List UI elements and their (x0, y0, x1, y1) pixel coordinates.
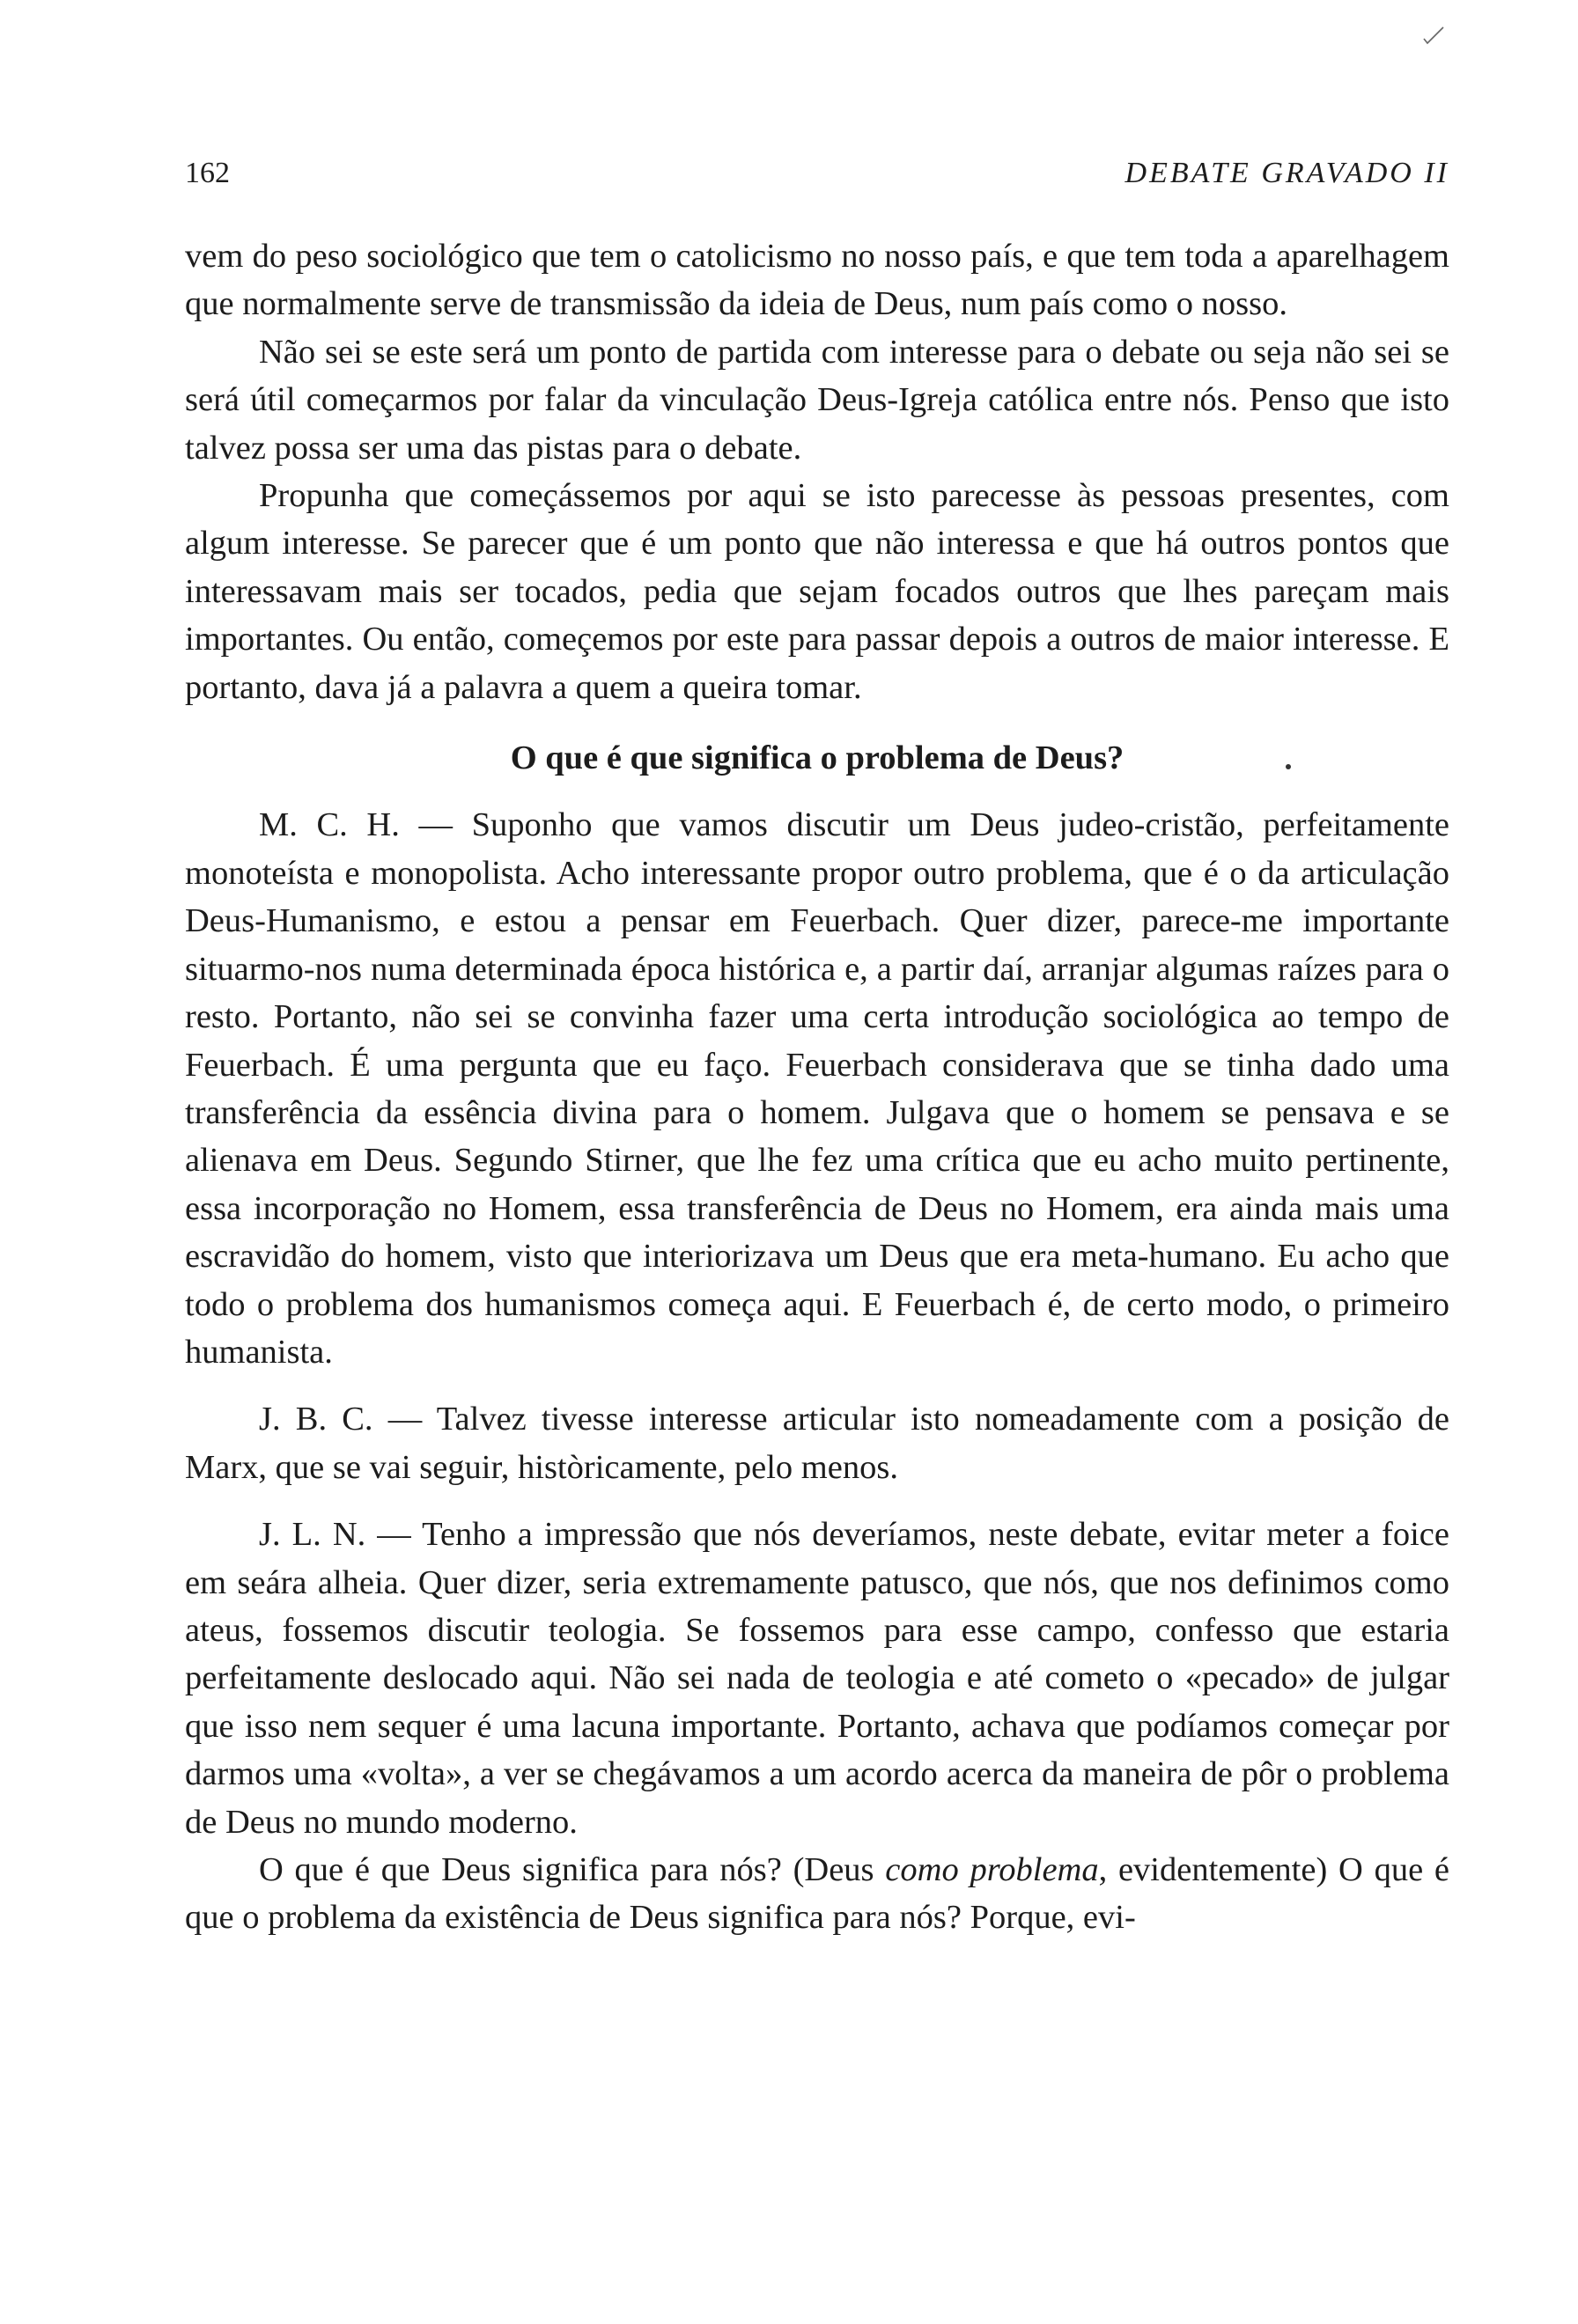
running-header (185, 151, 1449, 195)
document-page (185, 0, 1449, 2324)
section-heading: O que é que significa o problema de Deus? (510, 739, 1125, 777)
speaker-paragraph-mch: M. C. H. — Suponho que vamos discutir um Deus judeo-cristão, perfeitamente monoteísta e monopolista. Acho interessante propor outro problema, que é o da articulação Deus-Humanismo, e estou a pensar em Feuerbach. Quer dizer, parece-me importante situarmo-nos numa determinada época histórica e, a partir daí, arranjar algumas raízes para o resto. Portanto, não sei se convinha fazer uma certa introdução sociológica ao tempo de Feuerbach. É uma pergunta que eu faço. Feuerbach considerava que se tinha dado uma transferência da essência divina para o homem. Julgava que o homem se pensava e se alienava em Deus. Segundo Stirner, que lhe fez uma crítica que eu acho muito pertinente, essa incorporação no Homem, essa transferência de Deus no Homem, era ainda mais uma escravidão do homem, visto que interiorizava um Deus que era meta-humano. Eu acho que todo o problema dos humanismos começa aqui. E Feuerbach é, de certo modo, o primeiro humanista. (185, 806, 1449, 1371)
paragraph-text: , evidentemente) O que é que o problema da existência de Deus significa para nós? Porque, evi- (185, 1851, 1450, 1937)
body-text (185, 232, 1449, 1942)
paragraph-last (185, 1846, 1449, 1942)
paragraph: Propunha que começássemos por aqui se isto parecesse às pessoas presentes, com algum interesse. Se parecer que é um ponto que não interessa e que há outros pontos que interessavam mais ser tocados, pedia que sejam focados outros que lhes pareçam mais importantes. Ou então, começemos por este para passar depois a outros de maior interesse. E portanto, dava já a palavra a quem a queira tomar. (185, 477, 1449, 706)
paragraph: Não sei se este será um ponto de partida com interesse para o debate ou seja não sei se será útil começarmos por falar da vinculação Deus-Igreja católica entre nós. Penso que isto talvez possa ser uma das pistas para o debate. (185, 333, 1449, 467)
paragraph-continuation: vem do peso sociológico que tem o catolicismo no nosso país, e que tem toda a aparelhagem que normalmente serve de transmissão da ideia de Deus, num país como o nosso. (185, 238, 1449, 323)
scan-speck-mark (1286, 764, 1291, 769)
running-title: DEBATE GRAVADO II (1125, 157, 1449, 189)
page-number: 162 (185, 157, 230, 189)
pencil-check-mark-icon (1422, 25, 1445, 46)
speaker-paragraph-jln: J. L. N. — Tenho a impressão que nós deveríamos, neste debate, evitar meter a foice em seára alheia. Quer dizer, seria extremamente patusco, que nós, que nos definimos como ateus, fossemos discutir teologia. Se fossemos para esse campo, confesso que estaria perfeitamente deslocado aqui. Não sei nada de teologia e até cometo o «pecado» de julgar que isso nem sequer é uma lacuna importante. Portanto, achava que podíamos começar por darmos uma «volta», a ver se chegávamos a um acordo acerca da maneira de pôr o problema de Deus no mundo moderno. (185, 1516, 1449, 1841)
italic-phrase: como problema (885, 1851, 1099, 1888)
paragraph-text: O que é que Deus significa para nós? (Deus (259, 1851, 886, 1888)
speaker-paragraph-jbc: J. B. C. — Talvez tivesse interesse articular isto nomeadamente com a posição de Marx, que se vai seguir, històricamente, pelo menos. (185, 1401, 1449, 1486)
